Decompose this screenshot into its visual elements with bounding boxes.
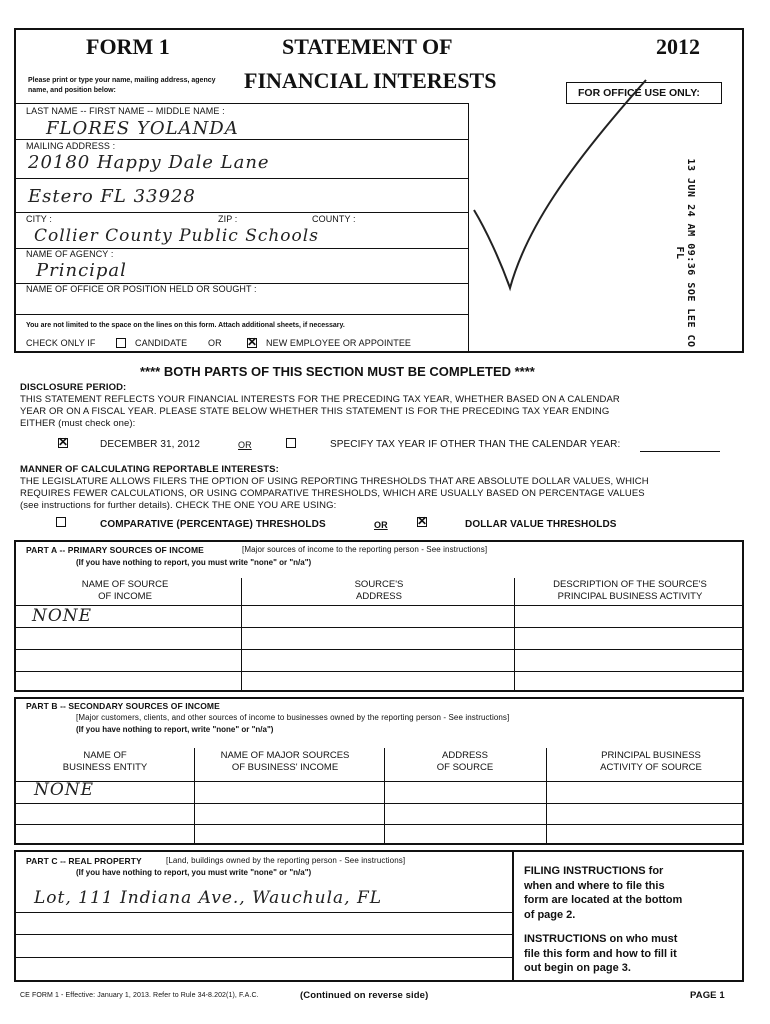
office-stamp: 13 JUN 24 AM 09:36 SOE LEE CO FL [674, 158, 696, 348]
county-label: COUNTY : [312, 214, 356, 224]
candidate-checkbox[interactable] [116, 338, 126, 348]
disclosure-line1: THIS STATEMENT REFLECTS YOUR FINANCIAL INTERESTS FOR THE PRECEDING TAX YEAR, WHETHER BASED ON A CALENDAR [20, 394, 620, 405]
disclosure-line2: YEAR OR ON A FISCAL YEAR. PLEASE STATE BELOW WHETHER THIS STATEMENT IS FOR THE PRECEDING TAX YEAR ENDING [20, 406, 610, 417]
part-a-row-2 [14, 627, 744, 628]
header-right-divider [468, 103, 469, 353]
filing-line7: out begin on page 3. [524, 962, 631, 974]
name-label: LAST NAME -- FIRST NAME -- MIDDLE NAME : [26, 106, 225, 116]
part-c-row-3 [14, 957, 512, 958]
part-a-heading-note: [Major sources of income to the reporting person - See instructions] [242, 545, 488, 554]
handwritten-check-mark [466, 60, 666, 300]
address-line1-rule [14, 178, 469, 179]
filing-line4: of page 2. [524, 908, 576, 921]
filing-line1: FILING INSTRUCTIONS for [524, 865, 664, 877]
part-b-heading: PART B -- SECONDARY SOURCES OF INCOME [26, 701, 220, 711]
title-line1: STATEMENT OF [282, 34, 453, 59]
december-label: DECEMBER 31, 2012 [100, 439, 201, 450]
manner-line1: THE LEGISLATURE ALLOWS FILERS THE OPTION OF USING REPORTING THRESHOLDS THAT ARE ABSOLUTE DOLLAR VALUES, WHICH [20, 476, 649, 487]
part-c-heading: PART C -- REAL PROPERTY [26, 856, 142, 866]
form-year: 2012 [656, 34, 700, 59]
part-b-entry[interactable]: NONE [34, 780, 95, 800]
form-number: FORM 1 [86, 34, 170, 59]
manner-line2: REQUIRES FEWER CALCULATIONS, OR USING COMPARATIVE THRESHOLDS, WHICH ARE USUALLY BASED ON PERCENTAGE VALUES [20, 488, 645, 499]
filing-line2: when and where to file this [524, 879, 665, 892]
part-b-col-divider-2 [384, 748, 385, 843]
part-b-col1-header: NAME OF BUSINESS ENTITY [62, 750, 148, 773]
comparative-checkbox[interactable] [56, 517, 66, 527]
part-b-row-1 [14, 781, 744, 782]
part-a-heading: PART A -- PRIMARY SOURCES OF INCOME [26, 545, 204, 555]
address-label: MAILING ADDRESS : [26, 141, 116, 151]
part-b-col-divider-1 [194, 748, 195, 843]
new-employee-label: NEW EMPLOYEE OR APPOINTEE [266, 338, 412, 348]
disclosure-line3: EITHER (must check one): [20, 418, 136, 429]
footer-form-ref: CE FORM 1 - Effective: January 1, 2013. Refer to Rule 34-8.202(1), F.A.C. [20, 992, 259, 999]
check-only-label: CHECK ONLY IF [26, 338, 96, 348]
part-a-subnote: (If you have nothing to report, you must write "none" or "n/a") [76, 558, 312, 567]
part-b-subnote: (If you have nothing to report, write "none" or "n/a") [76, 725, 274, 734]
city-label: CITY : [26, 214, 52, 224]
or-label-manner: OR [374, 520, 388, 530]
part-c-row-1 [14, 912, 512, 913]
footer-page: PAGE 1 [690, 990, 725, 1001]
candidate-label: CANDIDATE [135, 338, 188, 348]
filing-line5: INSTRUCTIONS on who must [524, 933, 678, 945]
manner-line3: (see instructions for further details). CHECK THE ONE YOU ARE USING: [20, 500, 337, 511]
or-label-period: OR [238, 440, 252, 450]
part-a-row-1 [14, 605, 744, 606]
limit-note: You are not limited to the space on the lines on this form. Attach additional sheets, if necessary. [26, 322, 345, 329]
filing-line3: form are located at the bottom [524, 894, 683, 906]
name-line [14, 139, 469, 140]
section-banner: **** BOTH PARTS OF THIS SECTION MUST BE COMPLETED **** [140, 364, 535, 379]
position-value[interactable]: Principal [36, 260, 127, 281]
position-label: NAME OF OFFICE OR POSITION HELD OR SOUGHT : [26, 284, 257, 294]
disclosure-heading: DISCLOSURE PERIOD: [20, 382, 127, 393]
print-instruction: Please print or type your name, mailing address, agency name, and position below: [28, 77, 216, 94]
part-b-col3-header: ADDRESS OF SOURCE [436, 750, 494, 773]
new-employee-checkbox[interactable] [247, 338, 257, 348]
manner-heading: MANNER OF CALCULATING REPORTABLE INTERESTS: [20, 464, 279, 475]
part-a-col3-header: DESCRIPTION OF THE SOURCE'S PRINCIPAL BUSINESS ACTIVITY [553, 579, 707, 602]
or-label: OR [208, 338, 222, 348]
part-b-row-3 [14, 824, 744, 825]
december-checkbox[interactable] [58, 438, 68, 448]
part-a-col1-header: NAME OF SOURCE OF INCOME [81, 579, 169, 602]
office-use-label: FOR OFFICE USE ONLY: [578, 87, 700, 99]
filing-instructions [524, 864, 682, 976]
header-divider [14, 103, 469, 104]
name-value[interactable]: FLORES YOLANDA [46, 118, 239, 139]
part-a-row-3 [14, 649, 744, 650]
address-line2[interactable]: Estero FL 33928 [28, 186, 196, 207]
specify-year-label: SPECIFY TAX YEAR IF OTHER THAN THE CALENDAR YEAR: [330, 439, 621, 450]
part-a-col-divider-2 [514, 578, 515, 690]
filing-line6: file this form and how to fill it [524, 947, 677, 960]
part-c-divider [512, 850, 514, 982]
part-a-row-4 [14, 671, 744, 672]
zip-label: ZIP : [218, 214, 238, 224]
part-c-heading-note: [Land, buildings owned by the reporting person - See instructions] [166, 856, 406, 865]
part-b-heading-note: [Major customers, clients, and other sources of income to businesses owned by the reporting person - See instructions] [76, 713, 510, 722]
agency-value[interactable]: Collier County Public Schools [34, 226, 319, 246]
position-bottom-rule [14, 314, 469, 315]
part-a-col2-header: SOURCE'S ADDRESS [354, 579, 404, 602]
specify-year-checkbox[interactable] [286, 438, 296, 448]
part-b-col2-header: NAME OF MAJOR SOURCES OF BUSINESS' INCOME [220, 750, 350, 773]
part-b-col-divider-3 [546, 748, 547, 843]
dollar-label: DOLLAR VALUE THRESHOLDS [465, 519, 617, 530]
part-c-subnote: (If you have nothing to report, you must write "none" or "n/a") [76, 868, 312, 877]
footer-continued: (Continued on reverse side) [300, 990, 429, 1001]
address-line1[interactable]: 20180 Happy Dale Lane [28, 152, 270, 173]
agency-label: NAME OF AGENCY : [26, 249, 114, 259]
part-b-col4-header: PRINCIPAL BUSINESS ACTIVITY OF SOURCE [600, 750, 702, 773]
part-c-entry[interactable]: Lot, 111 Indiana Ave., Wauchula, FL [34, 888, 383, 908]
comparative-label: COMPARATIVE (PERCENTAGE) THRESHOLDS [100, 519, 326, 530]
dollar-checkbox[interactable] [417, 517, 427, 527]
part-c-row-2 [14, 934, 512, 935]
part-a-col-divider-1 [241, 578, 242, 690]
part-b-row-2 [14, 803, 744, 804]
part-a-entry[interactable]: NONE [32, 606, 93, 626]
title-line2: FINANCIAL INTERESTS [244, 68, 497, 93]
specify-year-field[interactable] [640, 451, 720, 452]
address-line2-rule [14, 212, 469, 213]
